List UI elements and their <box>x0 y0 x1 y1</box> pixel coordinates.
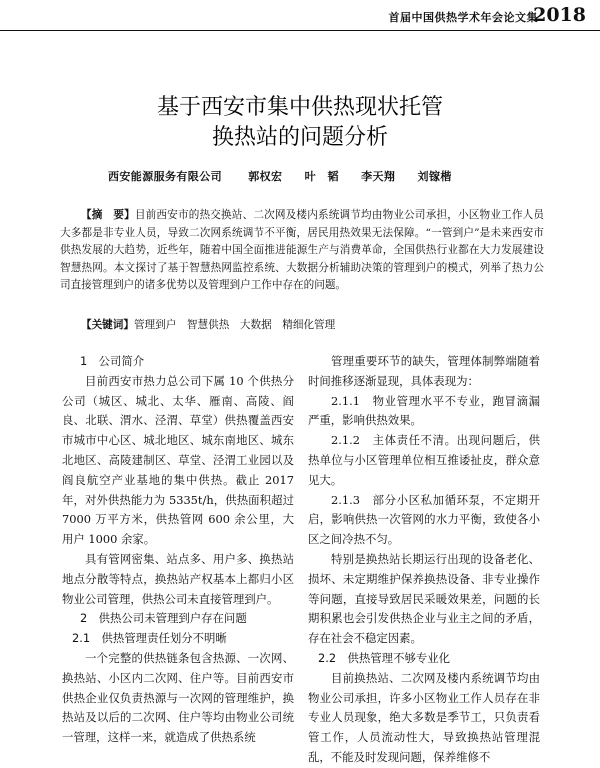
body-paragraph: 目前西安市热力总公司下属 10 个供热分公司（城区、城北、太华、雁南、高陵、阎良、北联、渭水、泾渭、草堂）供热覆盖西安市城市中心区、城北地区、城东南地区、城东北地区、高陵建制区、草堂、泾渭工业园以及阎良航空产业基地的集中供热。截止 2017 年，对外供热能力为 5335t/h，供热面积超过 7000 万平方米，供热管网 600 余公里，大用户 1000 余家。 <box>62 373 294 547</box>
author-line <box>108 168 470 184</box>
body-paragraph: 特别是换热站长期运行出现的设备老化、损坏、未定期维护保养换热设备、非专业操作等问题，直接导致居民采暖效果差，问题的长期积累也会引发供热企业与业主之间的矛盾，存在社会不稳定因素。 <box>308 551 540 646</box>
author-name: 李天翔 <box>361 170 396 183</box>
body-paragraph: 一个完整的供热链条包含热源、一次网、换热站、小区内二次网、住户等。目前西安市供热企业仅负责热源与一次网的管理维护，换热站及以后的二次网、住户等均由物业公司统一管理，这样一来，就造成了供热系统 <box>62 650 294 745</box>
proceedings-title: 首届中国供热学术年会论文集 <box>388 11 538 24</box>
header-rule <box>0 30 600 31</box>
body-paragraph: 目前换热站、二次网及楼内系统调节均由物业公司承担，许多小区物业工作人员存在非专业人员现象，绝大多数是季节工，只负责看管工作，人员流动性大，导致换热站管理混乱，不能及时发现问题，保养维修不 <box>308 670 540 764</box>
author-name: 郭权宏 <box>248 170 283 183</box>
abstract-text: 目前西安市的热交换站、二次网及楼内系统调节均由物业公司承担，小区物业工作人员大多都是非专业人员，导致二次网系统调节不平衡，居民用热效果无法保障。“一管到户”是未来西安市供热发展的大趋势，近些年，随着中国全面推进能源生产与消费革命，全国供热行业都在大力发展建设智慧热网。本文探讨了基于智慧热网监控系统、大数据分析辅助决策的管理到户的模式，列举了热力公司直接管理到户的诸多优势以及管理到户工作中存在的问题。 <box>60 209 544 292</box>
keywords-label: 【关键词】 <box>81 319 134 331</box>
body-paragraph: 2.1.3 部分小区私加循环泵，不定期开启，影响供热一次管网的水力平衡，致使各小区之间冷热不匀。 <box>308 492 540 547</box>
keywords <box>60 317 544 335</box>
keywords-text: 管理到户 智慧供热 大数据 精细化管理 <box>133 319 336 331</box>
author-affiliation: 西安能源服务有限公司 <box>108 170 222 183</box>
author-name: 刘镓楷 <box>417 170 452 183</box>
subsection-heading: 2.2 供热管理不够专业化 <box>318 650 451 665</box>
body-paragraph: 管理重要环节的缺失，管理体制弊端随着时间推移逐渐显现，具体表现为： <box>308 354 540 388</box>
paper-title-line2: 换热站的问题分析 <box>211 125 388 150</box>
body-paragraph: 具有管网密集、站点多、用户多、换热站地点分散等特点，换热站产权基本上都归小区物业公司管理，供热公司未直接管理到户。 <box>62 551 294 606</box>
body-column-left <box>62 352 294 748</box>
section-heading: 1 公司简介 <box>80 354 145 368</box>
section-heading: 2 供热公司未管理到户存在问题 <box>80 611 247 626</box>
body-paragraph: 2.1.2 主体责任不清。出现问题后，供热单位与小区管理单位相互推诿扯皮，群众意见大。 <box>308 433 540 487</box>
author-name: 叶 韬 <box>304 170 339 183</box>
subsection-heading: 2.1 供热管理责任划分不明晰 <box>72 631 227 646</box>
body-column-right <box>308 352 540 768</box>
proceedings-year: 2018 <box>533 4 586 26</box>
abstract <box>60 207 544 295</box>
abstract-label: 【摘 要】 <box>81 209 135 221</box>
paper-title-line1: 基于西安市集中供热现状托管 <box>156 95 443 120</box>
body-paragraph: 2.1.1 物业管理水平不专业，跑冒滴漏严重，影响供热效果。 <box>308 393 540 428</box>
